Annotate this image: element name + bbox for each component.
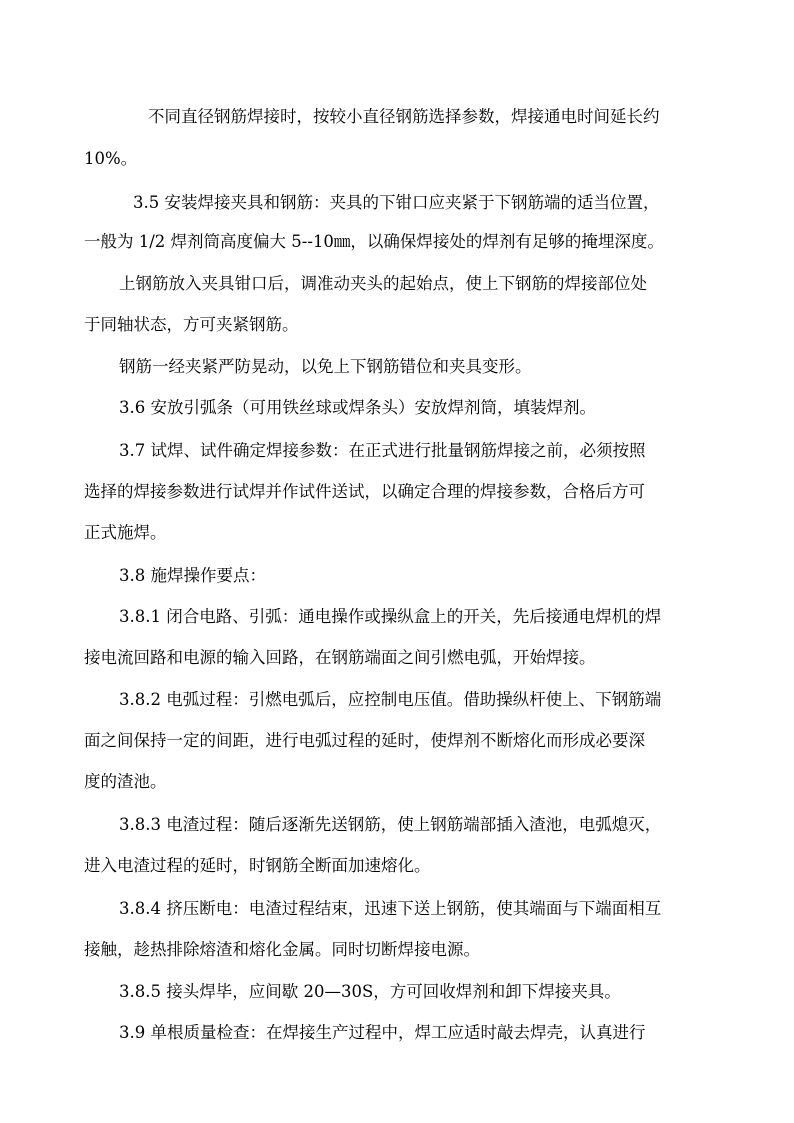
text-line: 上钢筋放入夹具钳口后，调准动夹头的起始点，使上下钢筋的焊接部位处 (119, 274, 647, 293)
text-line: 接触，趁热排除熔渣和熔化金属。同时切断焊接电源。 (84, 940, 480, 959)
text-line: 3.8.2 电弧过程：引燃电弧后，应控制电压值。借助操纵杆使上、下钢筋端 (119, 690, 662, 709)
text-line: 3.8.3 电渣过程：随后逐渐先送钢筋，使上钢筋端部插入渣池，电弧熄灭， (119, 815, 662, 834)
text-line: 10%。 (84, 149, 138, 168)
text-line: 进入电渣过程的延时，时钢筋全断面加速熔化。 (84, 856, 431, 875)
text-line: 不同直径钢筋焊接时，按较小直径钢筋选择参数，焊接通电时间延长约 (148, 107, 660, 126)
text-line: 度的渣池。 (84, 772, 167, 791)
text-line: 正式施焊。 (84, 523, 167, 542)
text-line: 3.8.5 接头焊毕，应间歇 20—30S，方可回收焊剂和卸下焊接夹具。 (119, 982, 621, 1001)
text-line: 3.9 单根质量检查：在焊接生产过程中，焊工应适时敲去焊壳，认真进行 (119, 1023, 646, 1042)
text-line: 面之间保持一定的间距，进行电弧过程的延时，使焊剂不断熔化而形成必要深 (84, 731, 645, 750)
text-line: 3.6 安放引弧条（可用铁丝球或焊条头）安放焊剂筒，填装焊剂。 (119, 398, 596, 417)
text-line: 于同轴状态，方可夹紧钢筋。 (84, 315, 299, 334)
text-line: 一般为 1/2 焊剂筒高度偏大 5--10㎜，以确保焊接处的焊剂有足够的掩埋深度。 (84, 232, 664, 251)
text-line: 3.5 安装焊接夹具和钢筋：夹具的下钳口应夹紧于下钢筋端的适当位置， (133, 193, 660, 212)
text-line: 3.8.4 挤压断电：电渣过程结束，迅速下送上钢筋，使其端面与下端面相互 (119, 899, 662, 918)
text-line: 接电流回路和电源的输入回路，在钢筋端面之间引燃电弧，开始焊接。 (84, 648, 596, 667)
text-line: 3.8.1 闭合电路、引弧：通电操作或操纵盒上的开关，先后接通电焊机的焊 (119, 607, 662, 626)
text-line: 3.8 施焊操作要点： (119, 566, 266, 585)
text-line: 钢筋一经夹紧严防晃动，以免上下钢筋错位和夹具变形。 (119, 357, 532, 376)
text-line: 选择的焊接参数进行试焊并作试件送试，以确定合理的焊接参数，合格后方可 (84, 482, 645, 501)
text-line: 3.7 试焊、试件确定焊接参数：在正式进行批量钢筋焊接之前，必须按照 (119, 441, 646, 460)
